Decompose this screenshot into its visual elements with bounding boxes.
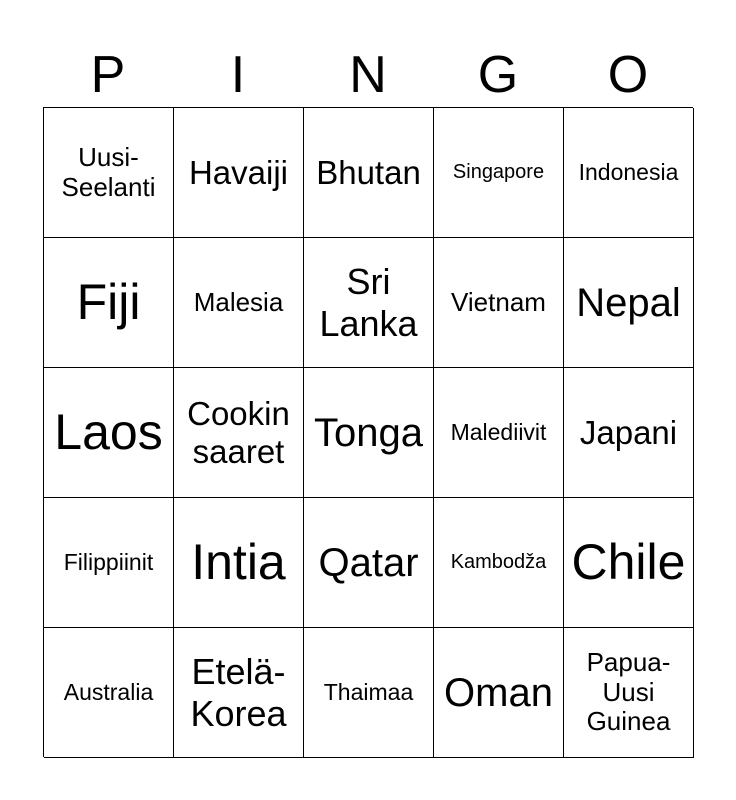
cell-label: Fiji — [76, 273, 141, 330]
cell-label: Malediivit — [450, 419, 547, 446]
bingo-cell[interactable] — [174, 628, 304, 758]
cell-label: Malesia — [193, 286, 284, 317]
bingo-cell[interactable] — [44, 498, 174, 628]
cell-label: Bhutan — [316, 153, 421, 191]
cell-label: Thaimaa — [323, 679, 414, 706]
bingo-grid — [43, 107, 693, 757]
bingo-cell[interactable] — [44, 108, 174, 238]
bingo-header — [43, 44, 693, 106]
cell-label: Indonesia — [578, 159, 679, 186]
header-letter-i: I — [230, 46, 246, 104]
cell-label: Papua- Uusi Guinea — [586, 646, 671, 737]
bingo-cell[interactable] — [434, 498, 564, 628]
cell-label: Tonga — [314, 410, 423, 455]
header-letter-n: N — [349, 46, 387, 104]
bingo-cell[interactable] — [434, 628, 564, 758]
bingo-cell[interactable] — [434, 108, 564, 238]
cell-label: Chile — [571, 533, 686, 590]
bingo-cell[interactable] — [564, 628, 694, 758]
cell-label: Vietnam — [451, 286, 546, 317]
cell-label: Havaiji — [188, 153, 289, 191]
header-letter-g: G — [477, 46, 519, 104]
bingo-cell[interactable] — [434, 368, 564, 498]
bingo-cell[interactable] — [44, 628, 174, 758]
cell-label: Qatar — [318, 540, 419, 585]
cell-label: Sri Lanka — [319, 261, 418, 344]
cell-label: Cookin saaret — [187, 394, 290, 470]
bingo-cell[interactable] — [174, 368, 304, 498]
bingo-cell[interactable] — [564, 498, 694, 628]
cell-label: Etelä- Korea — [190, 651, 287, 734]
bingo-cell[interactable] — [564, 238, 694, 368]
bingo-cell[interactable] — [304, 368, 434, 498]
cell-label: Japani — [579, 413, 678, 451]
cell-label: Laos — [54, 403, 163, 460]
bingo-cell[interactable] — [44, 238, 174, 368]
bingo-cell[interactable] — [564, 368, 694, 498]
bingo-cell[interactable] — [174, 108, 304, 238]
bingo-cell[interactable] — [174, 238, 304, 368]
bingo-cell[interactable] — [174, 498, 304, 628]
bingo-cell[interactable] — [44, 368, 174, 498]
bingo-cell[interactable] — [304, 238, 434, 368]
cell-label: Uusi- Seelanti — [61, 141, 156, 202]
cell-label: Intia — [191, 533, 286, 590]
cell-label: Singapore — [452, 161, 545, 183]
bingo-cell[interactable] — [304, 498, 434, 628]
cell-label: Australia — [63, 679, 154, 706]
cell-label: Filippiinit — [63, 549, 154, 576]
cell-label: Nepal — [576, 280, 681, 325]
bingo-cell[interactable] — [564, 108, 694, 238]
cell-label: Oman — [444, 670, 553, 715]
bingo-cell[interactable] — [304, 108, 434, 238]
bingo-cell[interactable] — [304, 628, 434, 758]
bingo-cell[interactable] — [434, 238, 564, 368]
cell-label: Kambodža — [450, 551, 547, 573]
header-letter-o: O — [607, 46, 649, 104]
header-letter-p: P — [90, 46, 126, 104]
